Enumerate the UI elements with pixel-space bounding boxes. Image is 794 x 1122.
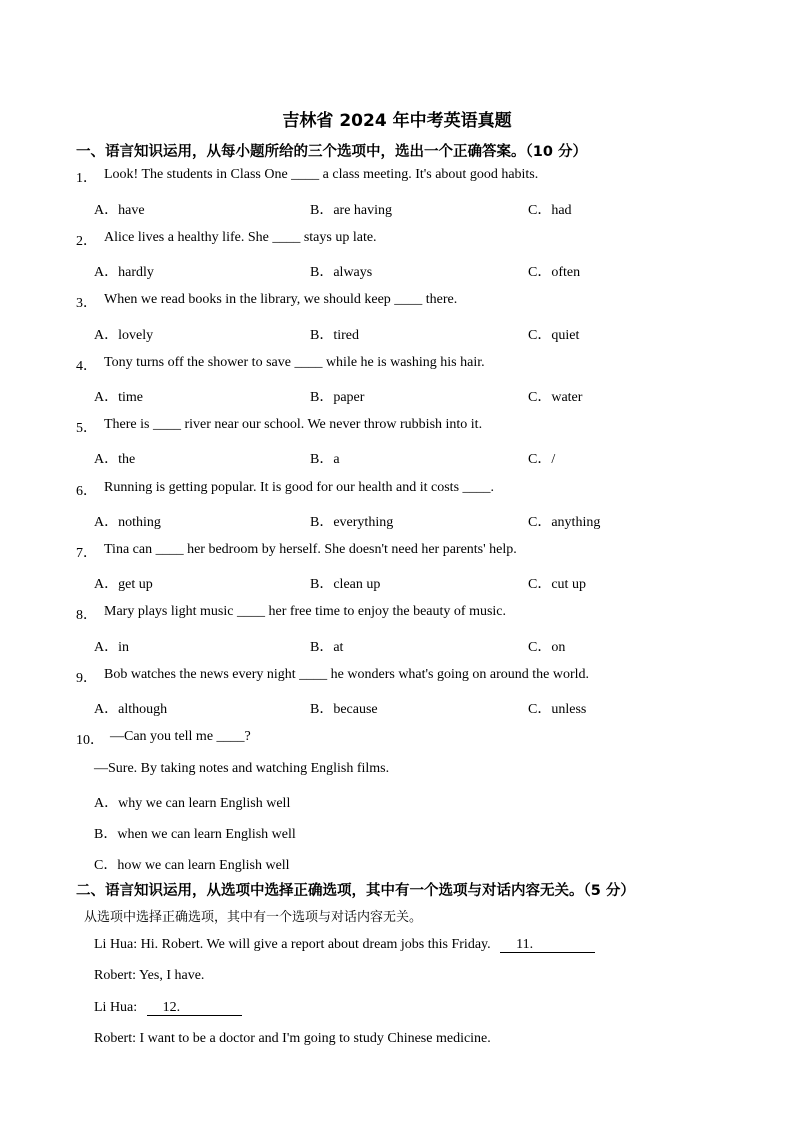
dialogue-line [94,1000,242,1016]
section-2-heading: 二、语言知识运用，从选项中选择正确选项，其中有一个选项与对话内容无关。（5 分） [76,883,635,899]
option-a: A．in [94,640,129,655]
question-number: 1． [76,171,97,186]
question-number: 9． [76,671,97,686]
option-b: B．because [310,702,378,717]
option-a: A．why we can learn English well [94,796,291,811]
answer-blank-11[interactable]: 11. [500,938,595,953]
option-a: A．time [94,390,143,405]
option-a: A．hardly [94,265,154,280]
option-c: C．cut up [528,577,586,592]
question-stem: There is ____ river near our school. We never throw rubbish into it. [104,417,483,432]
option-a: A．nothing [94,515,161,530]
option-c: C．quiet [528,328,580,343]
question-stem: Bob watches the news every night ____ he wonders what's going on around the world. [104,667,590,682]
question-stem: When we read books in the library, we should keep ____ there. [104,292,458,307]
question-stem: Alice lives a healthy life. She ____ stays up late. [104,230,377,245]
question-number: 6． [76,484,97,499]
question-number: 8． [76,608,97,623]
dialogue-text: Robert: Yes, I have. [94,968,205,983]
option-a: A．the [94,452,136,467]
answer-blank-12[interactable]: 12. [147,1001,242,1016]
option-b: B．paper [310,390,365,405]
dialogue-text: Robert: I want to be a doctor and I'm going to study Chinese medicine. [94,1031,491,1046]
option-b: B．everything [310,515,394,530]
question-number: 5． [76,421,97,436]
option-c: C．often [528,265,581,280]
question-stem: Look! The students in Class One ____ a class meeting. It's about good habits. [104,167,539,182]
option-c: C．how we can learn English well [94,858,290,873]
dialogue-line [94,937,595,953]
option-b: B．clean up [310,577,381,592]
option-b: B．always [310,265,373,280]
dialogue-reply: —Sure. By taking notes and watching English films. [94,761,390,776]
question-stem: Mary plays light music ____ her free time to enjoy the beauty of music. [104,604,507,619]
question-stem: Running is getting popular. It is good for our health and it costs ____. [104,480,495,495]
section-2-instruction: 从选项中选择正确选项，其中有一个选项与对话内容无关。 [84,910,423,925]
option-a: A．have [94,203,145,218]
option-a: A．get up [94,577,153,592]
dialogue-line [94,1031,491,1047]
exam-title: 吉林省 2024 年中考英语真题 [282,111,512,131]
dialogue-text: Li Hua: [94,1000,138,1015]
option-c: C．had [528,203,572,218]
option-a: A．lovely [94,328,154,343]
option-c: C．/ [528,452,556,467]
dialogue-line [94,968,204,984]
question-stem: Tina can ____ her bedroom by herself. She doesn't need her parents' help. [104,542,517,557]
option-c: C．unless [528,702,587,717]
question-number: 3． [76,296,97,311]
option-c: C．on [528,640,566,655]
option-b: B．a [310,452,340,467]
section-1-heading: 一、语言知识运用，从每小题所给的三个选项中，选出一个正确答案。（10 分） [76,144,587,160]
option-b: B．at [310,640,344,655]
question-stem: —Can you tell me ____? [110,729,251,744]
option-a: A．although [94,702,168,717]
option-b: B．when we can learn English well [94,827,296,842]
option-b: B．are having [310,203,393,218]
option-c: C．anything [528,515,601,530]
option-b: B．tired [310,328,359,343]
question-number: 10． [76,733,104,748]
question-stem: Tony turns off the shower to save ____ while he is washing his hair. [104,355,485,370]
question-number: 7． [76,546,97,561]
question-number: 2． [76,234,97,249]
dialogue-text: Li Hua: Hi. Robert. We will give a report about dream jobs this Friday. [94,937,491,952]
question-number: 4． [76,359,97,374]
option-c: C．water [528,390,583,405]
